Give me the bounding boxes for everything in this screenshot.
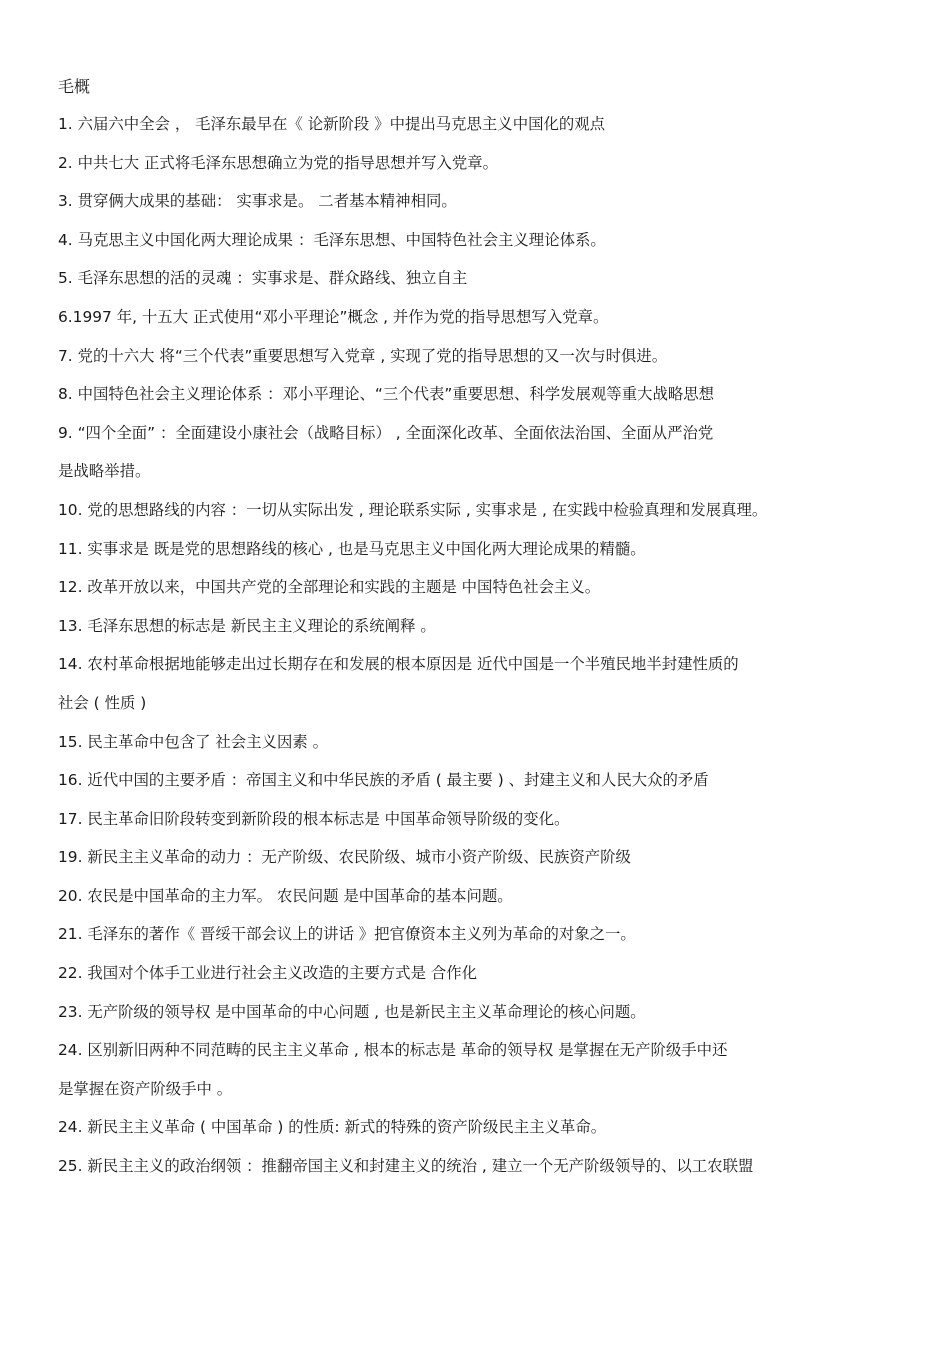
text-line: 14. 农村革命根据地能够走出过长期存在和发展的根本原因是 近代中国是一个半殖民地半封建性质的 [58, 655, 739, 674]
text-line: 25. 新民主主义的政治纲领 ：推翻帝国主义和封建主义的统治 , 建立一个无产阶级领导的、以工农联盟 [58, 1157, 754, 1176]
document-body [58, 112, 918, 1193]
text-line: 16. 近代中国的主要矛盾 ：帝国主义和中华民族的矛盾 ( 最主要 ) 、封建主义和人民大众的矛盾 [58, 771, 709, 790]
text-line: 9. “四个全面” ：全面建设小康社会（战略目标） , 全面深化改革、全面依法治国、全面从严治党 [58, 423, 714, 442]
text-line: 15. 民主革命中包含了 社会主义因素 。 [58, 732, 329, 751]
text-line: 2. 中共七大 正式将毛泽东思想确立为党的指导思想并写入党章。 [58, 153, 499, 172]
text-line: 24. 新民主主义革命 ( 中国革命 ) 的性质: 新式的特殊的资产阶级民主主义革命。 [58, 1118, 607, 1137]
text-line: 24. 区别新旧两种不同范畴的民主主义革命 , 根本的标志是 革命的领导权 是掌握在无产阶级手中还 [58, 1041, 728, 1060]
text-line: 8. 中国特色社会主义理论体系 ：邓小平理论、“三个代表”重要思想、科学发展观等重大战略思想 [58, 385, 715, 404]
text-line: 22. 我国对个体手工业进行社会主义改造的主要方式是 合作化 [58, 964, 478, 983]
text-line: 4. 马克思主义中国化两大理论成果 ：毛泽东思想、中国特色社会主义理论体系。 [58, 230, 606, 249]
text-line: 23. 无产阶级的领导权 是中国革命的中心问题 , 也是新民主主义革命理论的核心问题。 [58, 1002, 646, 1021]
text-line: 20. 农民是中国革命的主力军。 农民问题 是中国革命的基本问题。 [58, 886, 513, 905]
text-line: 12. 改革开放以来，中国共产党的全部理论和实践的主题是 中国特色社会主义。 [58, 578, 601, 597]
text-line: 21. 毛泽东的著作《 晋绥干部会议上的讲话 》把官僚资本主义列为革命的对象之一。 [58, 925, 636, 944]
text-line: 是战略举措。 [58, 462, 151, 481]
document-title: 毛概 [58, 77, 91, 96]
text-line: 13. 毛泽东思想的标志是 新民主主义理论的系统阐释 。 [58, 616, 436, 635]
text-line: 1. 六届六中全会 ， 毛泽东最早在《 论新阶段 》中提出马克思主义中国化的观点 [58, 115, 606, 133]
text-line: 10. 党的思想路线的内容 ：一切从实际出发 , 理论联系实际 , 实事求是 , 在实践中检验真理和发展真理。 [58, 500, 768, 519]
text-line: 6.1997 年, 十五大 正式使用“邓小平理论”概念 , 并作为党的指导思想写入党章。 [58, 307, 609, 326]
text-line: 17. 民主革命旧阶段转变到新阶段的根本标志是 中国革命领导阶级的变化。 [58, 809, 570, 828]
text-line: 社会 ( 性质 ) [58, 693, 147, 712]
text-line: 是掌握在资产阶级手中 。 [58, 1079, 233, 1098]
text-line: 7. 党的十六大 将“三个代表”重要思想写入党章 , 实现了党的指导思想的又一次与时俱进。 [58, 346, 668, 365]
text-line: 5. 毛泽东思想的活的灵魂 ：实事求是、群众路线、独立自主 [58, 269, 468, 288]
text-line: 3. 贯穿俩大成果的基础： 实事求是。 二者基本精神相同。 [58, 192, 457, 211]
text-line: 19. 新民主主义革命的动力 ：无产阶级、农民阶级、城市小资产阶级、民族资产阶级 [58, 848, 631, 867]
text-line: 11. 实事求是 既是党的思想路线的核心 , 也是马克思主义中国化两大理论成果的精髓。 [58, 539, 646, 558]
